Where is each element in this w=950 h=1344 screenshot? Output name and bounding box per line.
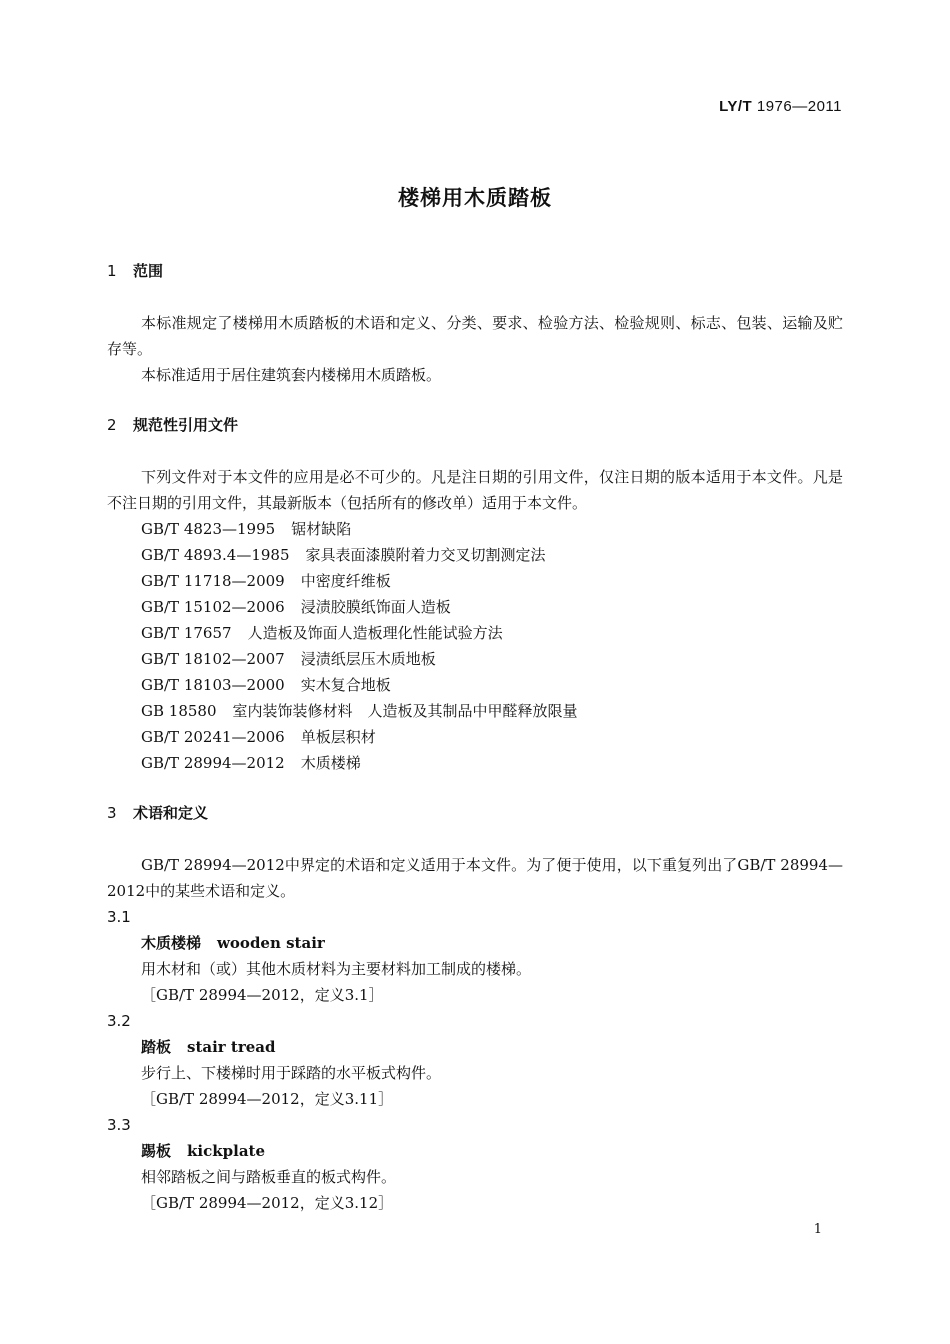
reference-code: GB/T 18103—2000 <box>141 676 285 694</box>
scope-paragraph: 本标准适用于居住建筑套内楼梯用木质踏板。 <box>141 366 442 384</box>
term-number: 3.2 <box>107 1012 131 1030</box>
reference-item <box>141 594 843 620</box>
references-intro: 下列文件对于本文件的应用是必不可少的。凡是注日期的引用文件，仅注日期的版本适用于本文件。凡是不注日期的引用文件，其最新版本（包括所有的修改单）适用于本文件。 <box>107 468 843 512</box>
section-number: 3 <box>107 804 117 822</box>
term-entry <box>107 930 843 1008</box>
term-number: 3.1 <box>107 908 131 926</box>
reference-item <box>141 724 843 750</box>
section-title: 规范性引用文件 <box>133 416 239 434</box>
reference-item <box>141 698 843 724</box>
reference-code: GB/T 4893.4—1985 <box>141 546 290 564</box>
terms-intro: GB/T 28994—2012中界定的术语和定义适用于本文件。为了便于使用，以下重复列出了GB/T 28994—2012中的某些术语和定义。 <box>107 856 843 900</box>
standard-code-number: 1976—2011 <box>756 98 842 115</box>
reference-title: 家具表面漆膜附着力交叉切割测定法 <box>305 546 546 564</box>
reference-item <box>141 542 843 568</box>
standard-code-prefix: LY/T <box>719 98 753 115</box>
reference-title: 浸渍胶膜纸饰面人造板 <box>300 598 451 616</box>
reference-code: GB/T 17657 <box>141 624 232 642</box>
reference-title: 实木复合地板 <box>300 676 391 694</box>
section-heading-references <box>107 412 843 438</box>
reference-title: 浸渍纸层压木质地板 <box>300 650 436 668</box>
scope-paragraph: 本标准规定了楼梯用木质踏板的术语和定义、分类、要求、检验方法、检验规则、标志、包装、运输及贮存等。 <box>107 314 843 358</box>
page-number: 1 <box>813 1222 822 1237</box>
term-definition: 用木材和（或）其他木质材料为主要材料加工制成的楼梯。 <box>141 960 532 978</box>
reference-title: 人造板及饰面人造板理化性能试验方法 <box>247 624 503 642</box>
reference-title: 木质楼梯 <box>300 754 361 772</box>
term-definition: 相邻踏板之间与踏板垂直的板式构件。 <box>141 1168 397 1186</box>
term-definition: 步行上、下楼梯时用于踩踏的水平板式构件。 <box>141 1064 442 1082</box>
reference-code: GB/T 28994—2012 <box>141 754 285 772</box>
document-body <box>107 258 843 1216</box>
reference-item <box>141 620 843 646</box>
section-title: 术语和定义 <box>133 804 209 822</box>
term-name-cn: 木质楼梯 <box>141 934 202 952</box>
standard-code <box>719 98 842 115</box>
term-name-cn: 踏板 <box>141 1038 172 1056</box>
reference-list <box>107 516 843 776</box>
reference-code: GB/T 20241—2006 <box>141 728 285 746</box>
term-name-cn: 踢板 <box>141 1142 172 1160</box>
term-name-line <box>141 930 843 956</box>
section-title: 范围 <box>133 262 164 280</box>
term-name-line <box>141 1034 843 1060</box>
reference-item <box>141 516 843 542</box>
reference-code: GB/T 15102—2006 <box>141 598 285 616</box>
section-number: 1 <box>107 262 117 280</box>
document-title: 楼梯用木质踏板 <box>398 186 552 210</box>
reference-title: 锯材缺陷 <box>291 520 352 538</box>
term-source: ［GB/T 28994—2012，定义3.11］ <box>141 1090 394 1108</box>
term-number: 3.3 <box>107 1116 131 1134</box>
reference-code: GB 18580 <box>141 702 217 720</box>
section-heading-terms <box>107 800 843 826</box>
section-number: 2 <box>107 416 117 434</box>
reference-item <box>141 568 843 594</box>
reference-code: GB/T 18102—2007 <box>141 650 285 668</box>
reference-item <box>141 672 843 698</box>
reference-code: GB/T 11718—2009 <box>141 572 285 590</box>
reference-title: 单板层积材 <box>300 728 376 746</box>
term-name-en: wooden stair <box>217 934 325 952</box>
term-name-en: stair tread <box>187 1038 276 1056</box>
reference-title: 中密度纤维板 <box>300 572 391 590</box>
reference-code: GB/T 4823—1995 <box>141 520 276 538</box>
term-name-en: kickplate <box>187 1142 266 1160</box>
term-entry <box>107 1034 843 1112</box>
reference-title: 室内装饰装修材料 人造板及其制品中甲醛释放限量 <box>232 702 578 720</box>
reference-item <box>141 750 843 776</box>
term-source: ［GB/T 28994—2012，定义3.12］ <box>141 1194 394 1212</box>
term-name-line <box>141 1138 843 1164</box>
term-entry <box>107 1138 843 1216</box>
section-heading-scope <box>107 258 843 284</box>
term-source: ［GB/T 28994—2012，定义3.1］ <box>141 986 384 1004</box>
reference-item <box>141 646 843 672</box>
